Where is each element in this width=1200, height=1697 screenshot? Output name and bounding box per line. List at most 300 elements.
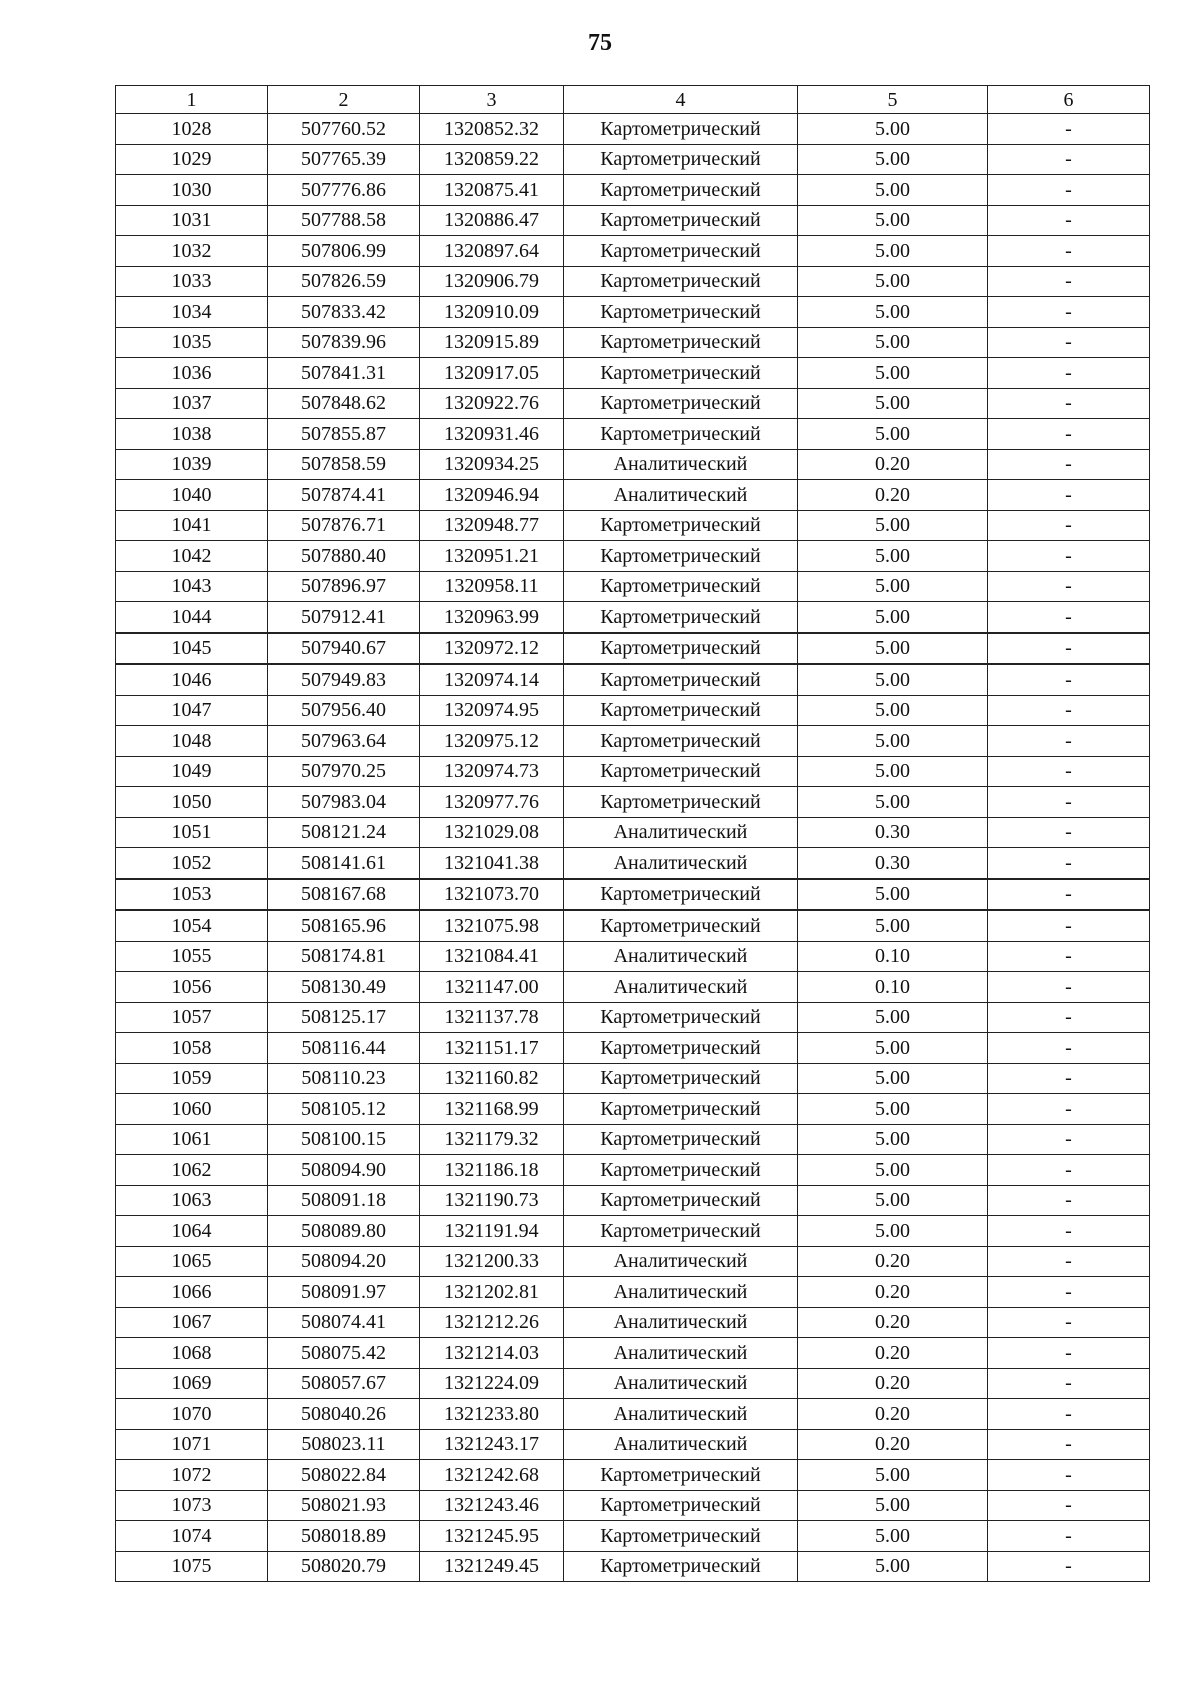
column-header: 1	[116, 86, 268, 114]
point-number-cell: 1029	[116, 144, 268, 175]
x-coordinate-cell: 508130.49	[268, 972, 420, 1003]
table-row	[116, 1063, 1150, 1094]
y-coordinate-cell: 1321084.41	[420, 941, 564, 972]
point-number-cell: 1054	[116, 910, 268, 941]
x-coordinate-cell: 508091.18	[268, 1185, 420, 1216]
note-cell: -	[988, 1277, 1150, 1308]
accuracy-cell: 0.20	[798, 449, 988, 480]
note-cell: -	[988, 236, 1150, 267]
note-cell: -	[988, 327, 1150, 358]
point-number-cell: 1073	[116, 1490, 268, 1521]
method-cell: Картометрический	[564, 419, 798, 450]
note-cell: -	[988, 1063, 1150, 1094]
x-coordinate-cell: 507806.99	[268, 236, 420, 267]
point-number-cell: 1031	[116, 205, 268, 236]
x-coordinate-cell: 507949.83	[268, 664, 420, 695]
x-coordinate-cell: 508105.12	[268, 1094, 420, 1125]
y-coordinate-cell: 1320974.95	[420, 695, 564, 726]
y-coordinate-cell: 1321245.95	[420, 1521, 564, 1552]
x-coordinate-cell: 507963.64	[268, 726, 420, 757]
method-cell: Аналитический	[564, 848, 798, 879]
method-cell: Картометрический	[564, 1063, 798, 1094]
y-coordinate-cell: 1320977.76	[420, 787, 564, 818]
method-cell: Картометрический	[564, 358, 798, 389]
x-coordinate-cell: 507855.87	[268, 419, 420, 450]
method-cell: Картометрический	[564, 205, 798, 236]
x-coordinate-cell: 508018.89	[268, 1521, 420, 1552]
x-coordinate-cell: 507776.86	[268, 175, 420, 206]
y-coordinate-cell: 1321243.46	[420, 1490, 564, 1521]
accuracy-cell: 0.20	[798, 1307, 988, 1338]
point-number-cell: 1067	[116, 1307, 268, 1338]
point-number-cell: 1072	[116, 1460, 268, 1491]
table-row	[116, 541, 1150, 572]
point-number-cell: 1071	[116, 1429, 268, 1460]
note-cell: -	[988, 879, 1150, 911]
accuracy-cell: 5.00	[798, 1185, 988, 1216]
accuracy-cell: 5.00	[798, 633, 988, 665]
table-body	[116, 114, 1150, 1582]
x-coordinate-cell: 507876.71	[268, 510, 420, 541]
point-number-cell: 1049	[116, 756, 268, 787]
page-number: 75	[588, 30, 612, 56]
table-row	[116, 756, 1150, 787]
table-row	[116, 602, 1150, 633]
method-cell: Картометрический	[564, 327, 798, 358]
table-row	[116, 1490, 1150, 1521]
y-coordinate-cell: 1321147.00	[420, 972, 564, 1003]
y-coordinate-cell: 1320951.21	[420, 541, 564, 572]
table-row	[116, 1155, 1150, 1186]
table-row	[116, 388, 1150, 419]
accuracy-cell: 5.00	[798, 1033, 988, 1064]
note-cell: -	[988, 480, 1150, 511]
table-row	[116, 1185, 1150, 1216]
x-coordinate-cell: 508174.81	[268, 941, 420, 972]
method-cell: Картометрический	[564, 1460, 798, 1491]
note-cell: -	[988, 1338, 1150, 1369]
x-coordinate-cell: 508040.26	[268, 1399, 420, 1430]
note-cell: -	[988, 848, 1150, 879]
method-cell: Картометрический	[564, 114, 798, 145]
note-cell: -	[988, 756, 1150, 787]
accuracy-cell: 5.00	[798, 879, 988, 911]
x-coordinate-cell: 507880.40	[268, 541, 420, 572]
method-cell: Аналитический	[564, 1277, 798, 1308]
note-cell: -	[988, 388, 1150, 419]
point-number-cell: 1060	[116, 1094, 268, 1125]
table-row	[116, 1277, 1150, 1308]
x-coordinate-cell: 507940.67	[268, 633, 420, 665]
accuracy-cell: 0.20	[798, 480, 988, 511]
table-row	[116, 175, 1150, 206]
method-cell: Картометрический	[564, 756, 798, 787]
y-coordinate-cell: 1320958.11	[420, 571, 564, 602]
point-number-cell: 1061	[116, 1124, 268, 1155]
x-coordinate-cell: 507970.25	[268, 756, 420, 787]
table-row	[116, 1399, 1150, 1430]
accuracy-cell: 5.00	[798, 787, 988, 818]
accuracy-cell: 5.00	[798, 1002, 988, 1033]
accuracy-cell: 0.10	[798, 941, 988, 972]
table-row	[116, 972, 1150, 1003]
table-header	[116, 86, 1150, 114]
y-coordinate-cell: 1321190.73	[420, 1185, 564, 1216]
table-row	[116, 1246, 1150, 1277]
method-cell: Картометрический	[564, 1094, 798, 1125]
note-cell: -	[988, 175, 1150, 206]
accuracy-cell: 5.00	[798, 1216, 988, 1247]
table-row	[116, 1307, 1150, 1338]
coordinates-table-container	[115, 85, 1149, 1582]
table-row	[116, 1521, 1150, 1552]
y-coordinate-cell: 1320931.46	[420, 419, 564, 450]
method-cell: Картометрический	[564, 571, 798, 602]
point-number-cell: 1052	[116, 848, 268, 879]
table-row	[116, 848, 1150, 879]
accuracy-cell: 0.20	[798, 1368, 988, 1399]
column-header: 5	[798, 86, 988, 114]
note-cell: -	[988, 541, 1150, 572]
x-coordinate-cell: 508165.96	[268, 910, 420, 941]
note-cell: -	[988, 1033, 1150, 1064]
x-coordinate-cell: 507896.97	[268, 571, 420, 602]
y-coordinate-cell: 1320963.99	[420, 602, 564, 633]
y-coordinate-cell: 1320897.64	[420, 236, 564, 267]
note-cell: -	[988, 571, 1150, 602]
table-row	[116, 787, 1150, 818]
accuracy-cell: 5.00	[798, 1063, 988, 1094]
accuracy-cell: 5.00	[798, 205, 988, 236]
note-cell: -	[988, 297, 1150, 328]
accuracy-cell: 5.00	[798, 1155, 988, 1186]
method-cell: Картометрический	[564, 1124, 798, 1155]
point-number-cell: 1033	[116, 266, 268, 297]
method-cell: Картометрический	[564, 510, 798, 541]
method-cell: Аналитический	[564, 972, 798, 1003]
note-cell: -	[988, 941, 1150, 972]
note-cell: -	[988, 1399, 1150, 1430]
accuracy-cell: 5.00	[798, 664, 988, 695]
x-coordinate-cell: 508110.23	[268, 1063, 420, 1094]
table-row	[116, 1094, 1150, 1125]
method-cell: Аналитический	[564, 1307, 798, 1338]
point-number-cell: 1043	[116, 571, 268, 602]
table-row	[116, 297, 1150, 328]
column-header: 6	[988, 86, 1150, 114]
accuracy-cell: 0.30	[798, 817, 988, 848]
accuracy-cell: 5.00	[798, 236, 988, 267]
y-coordinate-cell: 1320852.32	[420, 114, 564, 145]
y-coordinate-cell: 1321179.32	[420, 1124, 564, 1155]
point-number-cell: 1038	[116, 419, 268, 450]
x-coordinate-cell: 508100.15	[268, 1124, 420, 1155]
table-row	[116, 817, 1150, 848]
note-cell: -	[988, 1551, 1150, 1582]
accuracy-cell: 5.00	[798, 1124, 988, 1155]
note-cell: -	[988, 1094, 1150, 1125]
y-coordinate-cell: 1321212.26	[420, 1307, 564, 1338]
note-cell: -	[988, 510, 1150, 541]
note-cell: -	[988, 449, 1150, 480]
point-number-cell: 1070	[116, 1399, 268, 1430]
accuracy-cell: 5.00	[798, 1521, 988, 1552]
point-number-cell: 1046	[116, 664, 268, 695]
y-coordinate-cell: 1320975.12	[420, 726, 564, 757]
note-cell: -	[988, 910, 1150, 941]
point-number-cell: 1051	[116, 817, 268, 848]
table-row	[116, 910, 1150, 941]
method-cell: Картометрический	[564, 1155, 798, 1186]
y-coordinate-cell: 1320917.05	[420, 358, 564, 389]
method-cell: Картометрический	[564, 1216, 798, 1247]
column-header: 2	[268, 86, 420, 114]
point-number-cell: 1042	[116, 541, 268, 572]
y-coordinate-cell: 1320946.94	[420, 480, 564, 511]
table-row	[116, 941, 1150, 972]
method-cell: Аналитический	[564, 1399, 798, 1430]
x-coordinate-cell: 508020.79	[268, 1551, 420, 1582]
accuracy-cell: 5.00	[798, 726, 988, 757]
note-cell: -	[988, 787, 1150, 818]
point-number-cell: 1064	[116, 1216, 268, 1247]
note-cell: -	[988, 633, 1150, 665]
x-coordinate-cell: 508167.68	[268, 879, 420, 911]
note-cell: -	[988, 1246, 1150, 1277]
point-number-cell: 1066	[116, 1277, 268, 1308]
point-number-cell: 1030	[116, 175, 268, 206]
y-coordinate-cell: 1320974.14	[420, 664, 564, 695]
x-coordinate-cell: 508091.97	[268, 1277, 420, 1308]
y-coordinate-cell: 1321202.81	[420, 1277, 564, 1308]
accuracy-cell: 5.00	[798, 910, 988, 941]
y-coordinate-cell: 1321041.38	[420, 848, 564, 879]
y-coordinate-cell: 1320972.12	[420, 633, 564, 665]
accuracy-cell: 5.00	[798, 144, 988, 175]
point-number-cell: 1040	[116, 480, 268, 511]
y-coordinate-cell: 1321242.68	[420, 1460, 564, 1491]
x-coordinate-cell: 508125.17	[268, 1002, 420, 1033]
x-coordinate-cell: 508094.90	[268, 1155, 420, 1186]
table-row	[116, 449, 1150, 480]
accuracy-cell: 5.00	[798, 388, 988, 419]
note-cell: -	[988, 144, 1150, 175]
note-cell: -	[988, 972, 1150, 1003]
y-coordinate-cell: 1321160.82	[420, 1063, 564, 1094]
accuracy-cell: 5.00	[798, 114, 988, 145]
y-coordinate-cell: 1320934.25	[420, 449, 564, 480]
method-cell: Картометрический	[564, 1490, 798, 1521]
x-coordinate-cell: 508094.20	[268, 1246, 420, 1277]
point-number-cell: 1062	[116, 1155, 268, 1186]
note-cell: -	[988, 1521, 1150, 1552]
point-number-cell: 1075	[116, 1551, 268, 1582]
method-cell: Аналитический	[564, 817, 798, 848]
accuracy-cell: 5.00	[798, 756, 988, 787]
note-cell: -	[988, 1185, 1150, 1216]
table-row	[116, 695, 1150, 726]
point-number-cell: 1039	[116, 449, 268, 480]
point-number-cell: 1059	[116, 1063, 268, 1094]
accuracy-cell: 0.20	[798, 1338, 988, 1369]
table-row	[116, 144, 1150, 175]
x-coordinate-cell: 508022.84	[268, 1460, 420, 1491]
point-number-cell: 1041	[116, 510, 268, 541]
accuracy-cell: 5.00	[798, 358, 988, 389]
accuracy-cell: 0.20	[798, 1277, 988, 1308]
x-coordinate-cell: 508021.93	[268, 1490, 420, 1521]
x-coordinate-cell: 508074.41	[268, 1307, 420, 1338]
accuracy-cell: 5.00	[798, 1094, 988, 1125]
method-cell: Картометрический	[564, 175, 798, 206]
y-coordinate-cell: 1320915.89	[420, 327, 564, 358]
table-row	[116, 1216, 1150, 1247]
y-coordinate-cell: 1321191.94	[420, 1216, 564, 1247]
method-cell: Картометрический	[564, 1033, 798, 1064]
x-coordinate-cell: 508023.11	[268, 1429, 420, 1460]
point-number-cell: 1068	[116, 1338, 268, 1369]
table-row	[116, 205, 1150, 236]
accuracy-cell: 5.00	[798, 1551, 988, 1582]
note-cell: -	[988, 1002, 1150, 1033]
table-row	[116, 1033, 1150, 1064]
accuracy-cell: 5.00	[798, 571, 988, 602]
y-coordinate-cell: 1320922.76	[420, 388, 564, 419]
table-row	[116, 114, 1150, 145]
note-cell: -	[988, 726, 1150, 757]
x-coordinate-cell: 507841.31	[268, 358, 420, 389]
note-cell: -	[988, 205, 1150, 236]
table-row	[116, 1551, 1150, 1582]
method-cell: Картометрический	[564, 541, 798, 572]
table-row	[116, 1368, 1150, 1399]
note-cell: -	[988, 1368, 1150, 1399]
table-row	[116, 358, 1150, 389]
x-coordinate-cell: 507983.04	[268, 787, 420, 818]
point-number-cell: 1053	[116, 879, 268, 911]
point-number-cell: 1050	[116, 787, 268, 818]
accuracy-cell: 5.00	[798, 602, 988, 633]
table-row	[116, 510, 1150, 541]
x-coordinate-cell: 508057.67	[268, 1368, 420, 1399]
accuracy-cell: 5.00	[798, 297, 988, 328]
method-cell: Аналитический	[564, 1246, 798, 1277]
method-cell: Картометрический	[564, 726, 798, 757]
column-header: 3	[420, 86, 564, 114]
y-coordinate-cell: 1320906.79	[420, 266, 564, 297]
x-coordinate-cell: 508121.24	[268, 817, 420, 848]
point-number-cell: 1057	[116, 1002, 268, 1033]
y-coordinate-cell: 1321029.08	[420, 817, 564, 848]
table-row	[116, 1338, 1150, 1369]
x-coordinate-cell: 507788.58	[268, 205, 420, 236]
x-coordinate-cell: 507760.52	[268, 114, 420, 145]
method-cell: Аналитический	[564, 941, 798, 972]
point-number-cell: 1048	[116, 726, 268, 757]
accuracy-cell: 0.20	[798, 1429, 988, 1460]
note-cell: -	[988, 114, 1150, 145]
note-cell: -	[988, 817, 1150, 848]
point-number-cell: 1055	[116, 941, 268, 972]
table-row	[116, 664, 1150, 695]
y-coordinate-cell: 1321186.18	[420, 1155, 564, 1186]
x-coordinate-cell: 507848.62	[268, 388, 420, 419]
method-cell: Картометрический	[564, 633, 798, 665]
coordinates-table	[115, 85, 1150, 1582]
method-cell: Аналитический	[564, 1338, 798, 1369]
point-number-cell: 1047	[116, 695, 268, 726]
y-coordinate-cell: 1320875.41	[420, 175, 564, 206]
point-number-cell: 1037	[116, 388, 268, 419]
accuracy-cell: 5.00	[798, 695, 988, 726]
accuracy-cell: 5.00	[798, 266, 988, 297]
note-cell: -	[988, 419, 1150, 450]
accuracy-cell: 5.00	[798, 1460, 988, 1491]
note-cell: -	[988, 1307, 1150, 1338]
method-cell: Картометрический	[564, 1185, 798, 1216]
table-row	[116, 1124, 1150, 1155]
method-cell: Картометрический	[564, 388, 798, 419]
method-cell: Картометрический	[564, 1002, 798, 1033]
x-coordinate-cell: 507826.59	[268, 266, 420, 297]
accuracy-cell: 5.00	[798, 1490, 988, 1521]
accuracy-cell: 5.00	[798, 510, 988, 541]
table-row	[116, 266, 1150, 297]
point-number-cell: 1065	[116, 1246, 268, 1277]
method-cell: Картометрический	[564, 1521, 798, 1552]
y-coordinate-cell: 1321233.80	[420, 1399, 564, 1430]
y-coordinate-cell: 1320910.09	[420, 297, 564, 328]
method-cell: Картометрический	[564, 266, 798, 297]
header-row	[116, 86, 1150, 114]
note-cell: -	[988, 664, 1150, 695]
accuracy-cell: 5.00	[798, 419, 988, 450]
method-cell: Картометрический	[564, 602, 798, 633]
table-row	[116, 419, 1150, 450]
accuracy-cell: 5.00	[798, 327, 988, 358]
method-cell: Картометрический	[564, 695, 798, 726]
table-row	[116, 236, 1150, 267]
y-coordinate-cell: 1320974.73	[420, 756, 564, 787]
point-number-cell: 1028	[116, 114, 268, 145]
note-cell: -	[988, 1216, 1150, 1247]
column-header: 4	[564, 86, 798, 114]
point-number-cell: 1074	[116, 1521, 268, 1552]
point-number-cell: 1069	[116, 1368, 268, 1399]
note-cell: -	[988, 695, 1150, 726]
note-cell: -	[988, 1155, 1150, 1186]
method-cell: Картометрический	[564, 1551, 798, 1582]
method-cell: Аналитический	[564, 480, 798, 511]
note-cell: -	[988, 1490, 1150, 1521]
y-coordinate-cell: 1321249.45	[420, 1551, 564, 1582]
note-cell: -	[988, 266, 1150, 297]
point-number-cell: 1058	[116, 1033, 268, 1064]
accuracy-cell: 5.00	[798, 541, 988, 572]
accuracy-cell: 0.10	[798, 972, 988, 1003]
method-cell: Картометрический	[564, 787, 798, 818]
y-coordinate-cell: 1320948.77	[420, 510, 564, 541]
table-row	[116, 480, 1150, 511]
method-cell: Картометрический	[564, 879, 798, 911]
y-coordinate-cell: 1321073.70	[420, 879, 564, 911]
x-coordinate-cell: 508075.42	[268, 1338, 420, 1369]
note-cell: -	[988, 1124, 1150, 1155]
x-coordinate-cell: 507874.41	[268, 480, 420, 511]
method-cell: Картометрический	[564, 910, 798, 941]
y-coordinate-cell: 1321200.33	[420, 1246, 564, 1277]
y-coordinate-cell: 1321075.98	[420, 910, 564, 941]
